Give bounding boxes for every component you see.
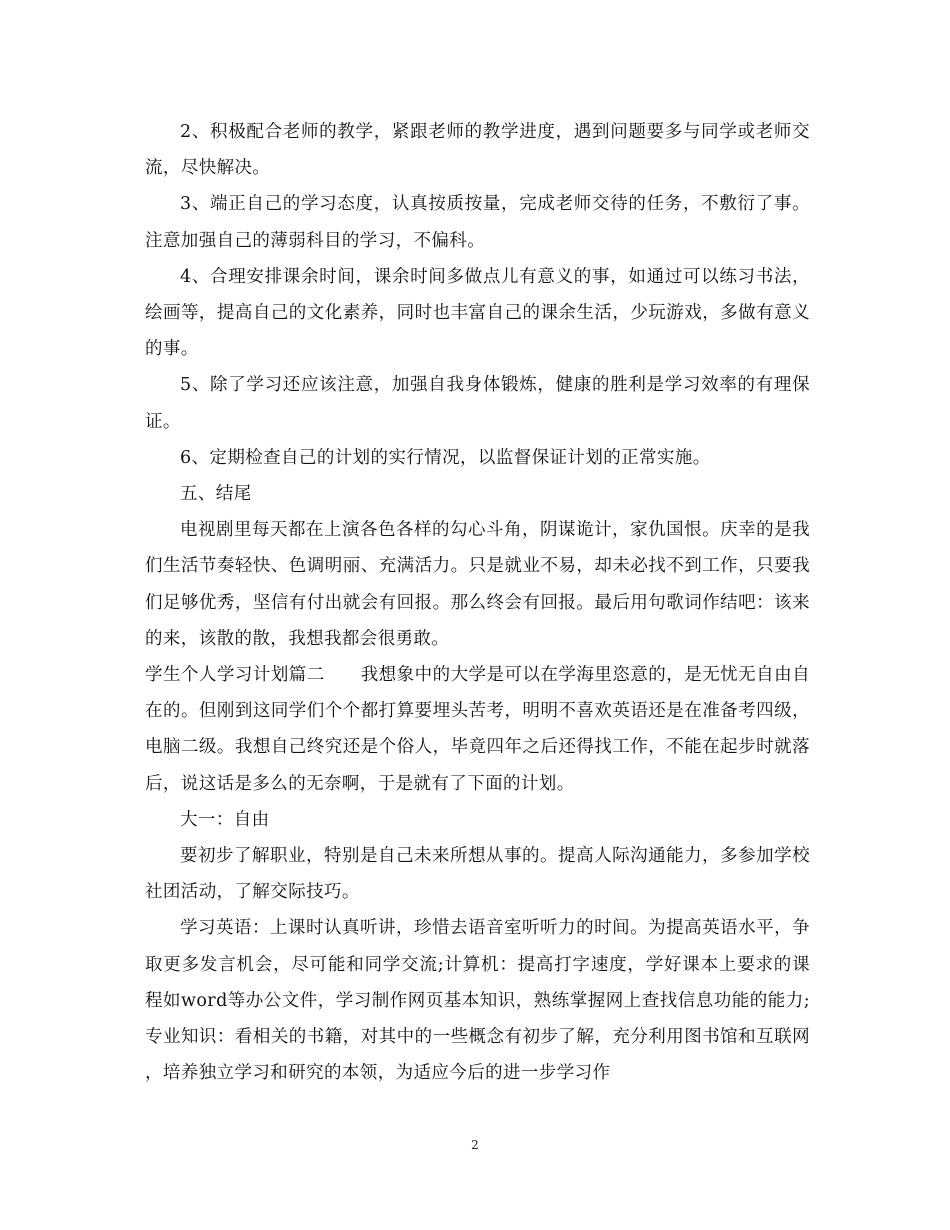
paragraph-study-english: 学习英语：上课时认真听讲，珍惜去语音室听听力的时间。为提高英语水平，争取更多发言机会，尽可能和同学交流;计算机：提高打字速度，学好课本上要求的课程如word等办公文件，学习制作网页基本知识，熟练掌握网上查找信息功能的能力;专业知识：看相关的书籍，对其中的一些概念有初步了解，充分利用图书馆和互联网，培养独立学习和研究的本领，为适应今后的进一步学习作	[145, 918, 810, 1084]
page-number: 2	[471, 1138, 479, 1152]
document-body	[145, 114, 810, 1091]
paragraph-plan-two-intro: 学生个人学习计划篇二 我想象中的大学是可以在学海里恣意的，是无忧无自由自在的。但刚到这同学们个个都打算要埋头苦考，明明不喜欢英语还是在准备考四级，电脑二级。我想自己终究还是个俗人，毕竟四年之后还得找工作，不能在起步时就落后，说这话是多么的无奈啊，于是就有了下面的计划。	[145, 665, 810, 794]
section-heading-ending: 五、结尾	[180, 484, 252, 505]
paragraph-item-4: 4、合理安排课余时间，课余时间多做点儿有意义的事，如通过可以练习书法，绘画等，提高自己的文化素养，同时也丰富自己的课余生活，少玩游戏，多做有意义的事。	[145, 266, 810, 360]
paragraph-item-6: 6、定期检查自己的计划的实行情况，以监督保证计划的正常实施。	[180, 447, 711, 468]
paragraph-item-2: 2、积极配合老师的教学，紧跟老师的教学进度，遇到问题要多与同学或老师交流，尽快解决。	[145, 122, 810, 179]
paragraph-ending: 电视剧里每天都在上演各色各样的勾心斗角，阴谋诡计，家仇国恨。庆幸的是我们生活节奏轻快、色调明丽、充满活力。只是就业不易，却未必找不到工作，只要我们足够优秀，坚信有付出就会有回报。那么终会有回报。最后用句歌词作结吧：该来的来，该散的散，我想我都会很勇敢。	[145, 520, 810, 649]
section-heading-freshman: 大一：自由	[180, 809, 270, 830]
paragraph-item-3: 3、端正自己的学习态度，认真按质按量，完成老师交待的任务，不敷衍了事。注意加强自己的薄弱科目的学习，不偏科。	[145, 194, 810, 251]
paragraph-item-5: 5、除了学习还应该注意，加强自我身体锻炼，健康的胜利是学习效率的有理保证。	[145, 375, 810, 432]
paragraph-career: 要初步了解职业，特别是自己未来所想从事的。提高人际沟通能力，多参加学校社团活动，了解交际技巧。	[145, 846, 810, 903]
